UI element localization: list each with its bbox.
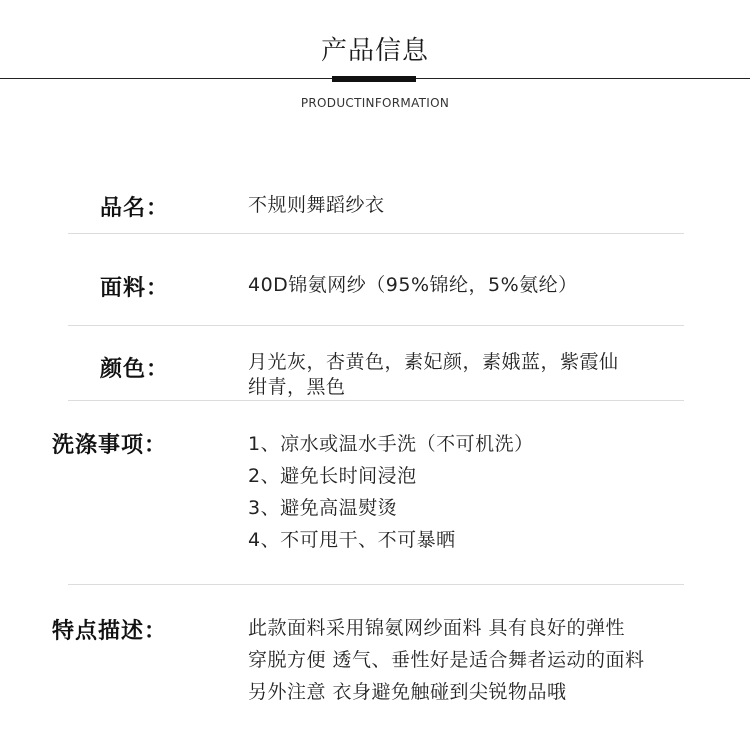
washing-item: 2、避免长时间浸泡 <box>248 465 417 487</box>
features-line: 此款面料采用锦氨网纱面料 具有良好的弹性 <box>248 617 626 639</box>
features-line: 另外注意 衣身避免触碰到尖锐物品哦 <box>248 681 567 703</box>
header-rule-accent <box>332 76 416 82</box>
washing-item: 3、避免高温熨烫 <box>248 497 398 519</box>
color-value <box>248 350 619 399</box>
page-title: 产品信息 <box>320 36 429 66</box>
name-value: 不规则舞蹈纱衣 <box>248 194 385 216</box>
washing-item: 4、不可甩干、不可暴晒 <box>248 529 456 551</box>
washing-item: 1、凉水或温水手洗（不可机洗） <box>248 433 534 455</box>
fabric-label: 面料： <box>100 276 170 301</box>
divider <box>68 325 684 326</box>
features-line: 穿脱方便 透气、垂性好是适合舞者运动的面料 <box>248 649 645 671</box>
washing-value <box>248 428 534 556</box>
name-label: 品名： <box>100 196 170 221</box>
divider <box>68 233 684 234</box>
color-value-line: 绀青，黑色 <box>248 375 346 398</box>
divider <box>68 584 684 585</box>
fabric-value: 40D锦氨网纱（95%锦纶，5%氨纶） <box>248 274 578 296</box>
features-label: 特点描述： <box>52 619 168 644</box>
features-value <box>248 612 645 708</box>
color-label: 颜色： <box>100 357 170 382</box>
washing-label: 洗涤事项： <box>52 433 168 458</box>
color-value-line: 月光灰，杏黄色，素妃颜，素娥蓝，紫霞仙 <box>248 351 619 373</box>
page-subtitle: PRODUCTINFORMATION <box>300 96 450 110</box>
divider <box>68 400 684 401</box>
